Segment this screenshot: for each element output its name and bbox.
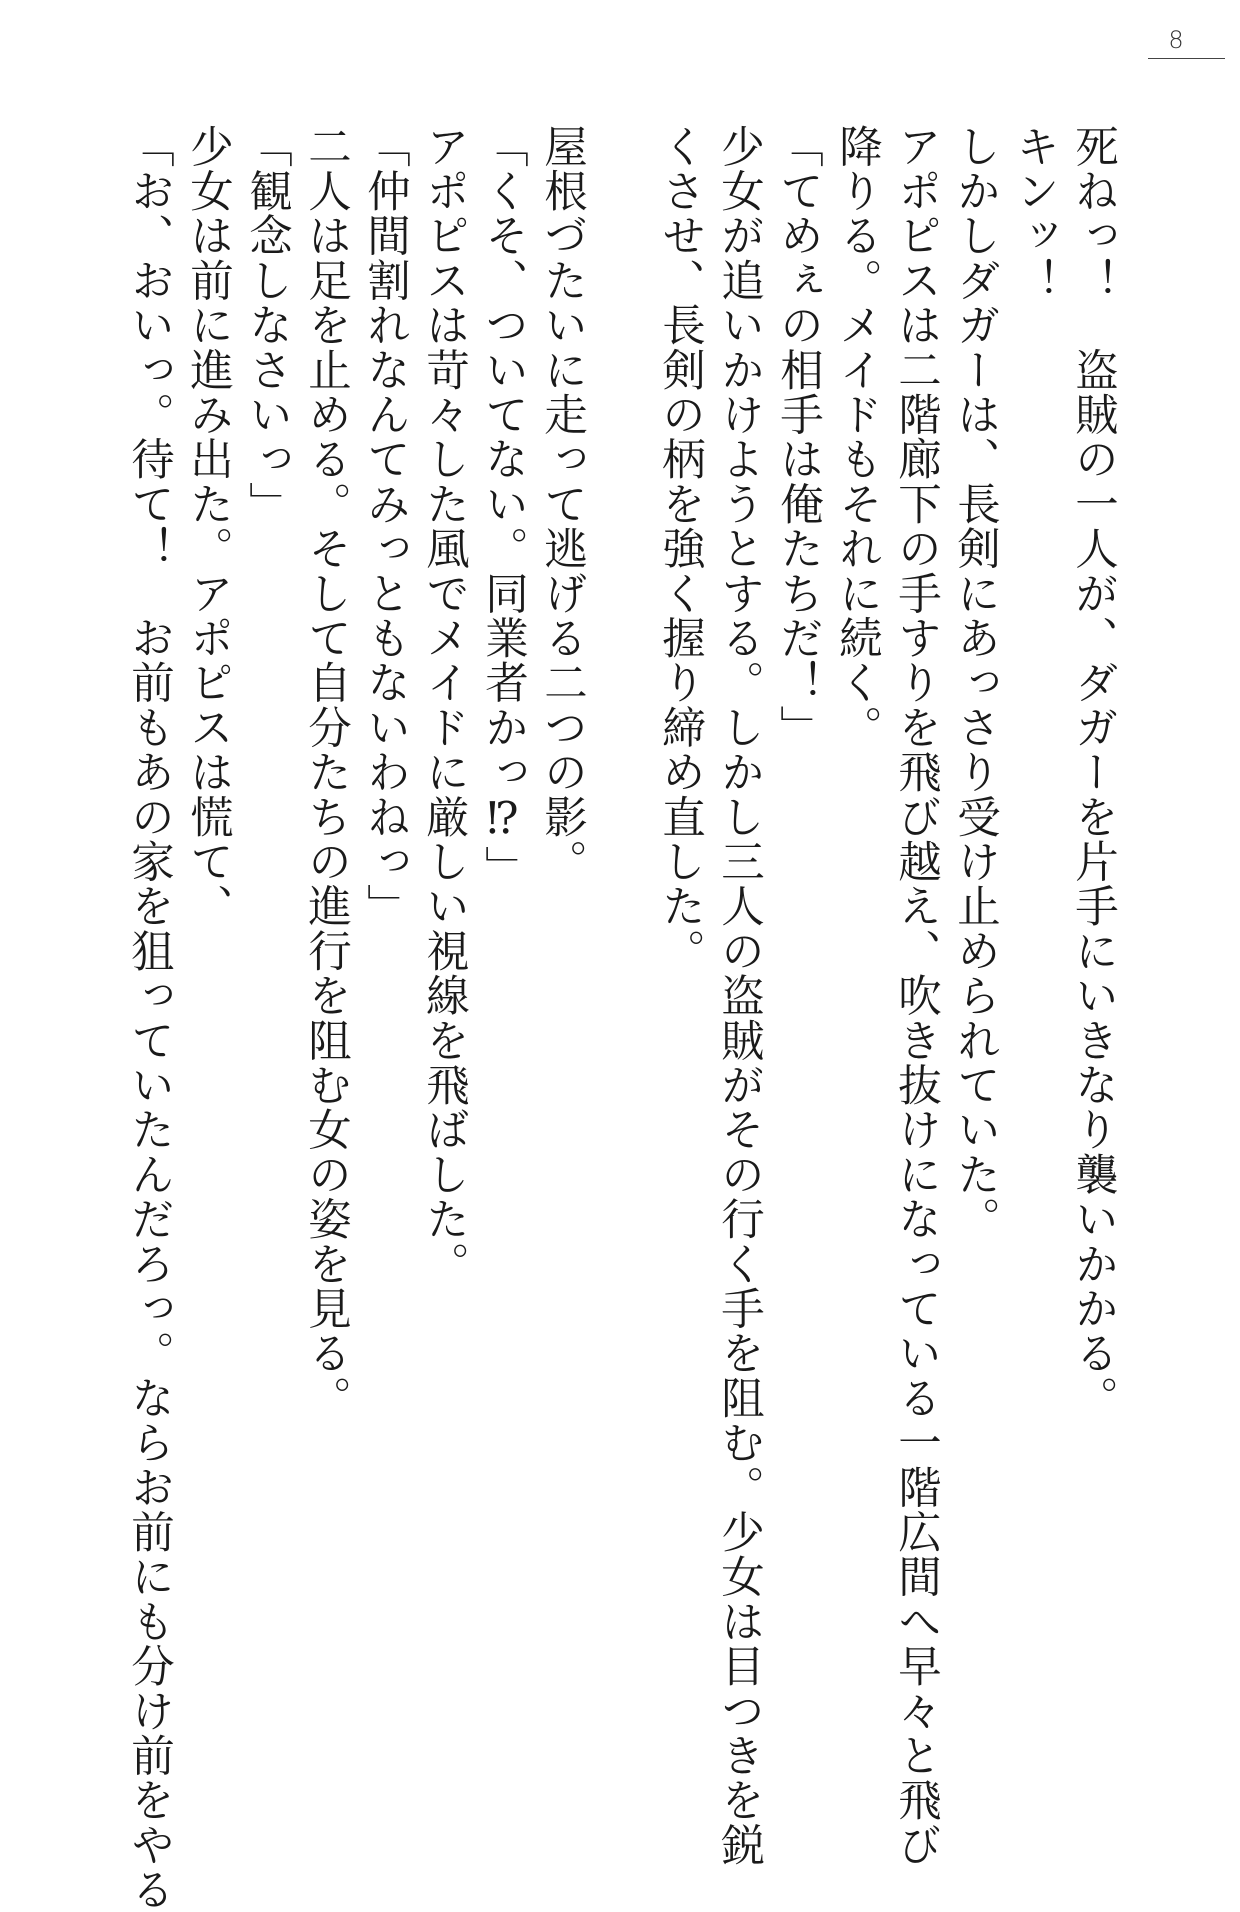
text-line-9	[591, 124, 651, 1724]
text-line-1: 死ねっ！ 盗賊の一人が、ダガーを片手にいきなり襲いかかる。	[1068, 124, 1118, 1421]
page-number-rule	[1148, 58, 1225, 59]
text-line-4: アポピスは二階廊下の手すりを飛び越え、吹き抜けになっている一階広間へ早々と飛び	[891, 124, 941, 1868]
text-line-8: くさせ、長剣の柄を強く握り締め直した。	[655, 124, 705, 974]
text-line-13: 「仲間割れなんてみっともないわねっ」	[360, 124, 410, 929]
text-line-11: 「くそ、ついてない。同業者かっ⁉」	[478, 124, 528, 891]
text-line-14: 二人は足を止める。そして自分たちの進行を阻む女の姿を見る。	[301, 124, 351, 1421]
page-number: 8	[1168, 26, 1184, 54]
text-line-5: 降りる。メイドもそれに続く。	[832, 124, 882, 750]
text-line-15: 「観念しなさいっ」	[242, 124, 292, 527]
text-line-6: 「てめぇの相手は俺たちだ！」	[773, 124, 823, 750]
text-line-7: 少女が追いかけようとする。しかし三人の盗賊がその行く手を阻む。少女は目つきを鋭	[714, 124, 764, 1868]
text-line-3: しかしダガーは、長剣にあっさり受け止められていた。	[950, 124, 1000, 1242]
text-line-16: 少女は前に進み出た。アポピスは慌て、	[183, 124, 233, 929]
text-line-12: アポピスは苛々した風でメイドに厳しい視線を飛ばした。	[419, 124, 469, 1287]
text-line-10: 屋根づたいに走って逃げる二つの影。	[537, 124, 587, 884]
text-line-17: 「お、おいっ。待て！ お前もあの家を狙っていたんだろっ。ならお前にも分け前をやる	[124, 124, 174, 1912]
text-line-2: キンッ！	[1009, 124, 1059, 303]
